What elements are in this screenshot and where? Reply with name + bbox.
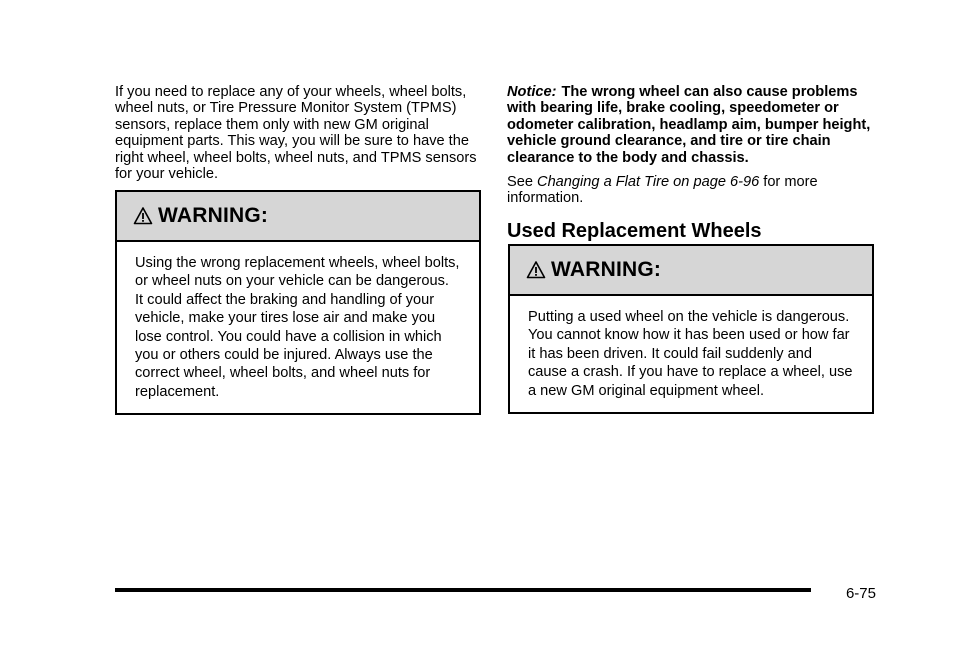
see-reference-paragraph (507, 174, 875, 207)
right-column (507, 84, 875, 243)
notice-text: The wrong wheel can also cause problems with bearing life, brake cooling, speedometer or odometer calibration, headlamp aim, bumper height, vehicle ground clearance, and tire or tire chain clearance to the body and chassis. (507, 84, 871, 166)
warning-triangle-icon (526, 260, 546, 280)
warning-title: WARNING: (551, 258, 662, 281)
notice-paragraph (507, 84, 875, 166)
warning-header (510, 246, 872, 296)
warning-body: Putting a used wheel on the vehicle is dangerous. You cannot know how it has been used or how far it has been driven. It could fail suddenly and cause a crash. If you have to replace a wheel, use a new GM original equipment wheel. (528, 309, 853, 399)
see-suffix: for more information. (507, 174, 818, 207)
notice-label: Notice: (507, 84, 557, 100)
warning-triangle-icon (133, 206, 153, 226)
warning-box-wheels (115, 190, 481, 415)
intro-paragraph: If you need to replace any of your wheels, wheel bolts, wheel nuts, or Tire Pressure Monitor System (TPMS) sensors, replace them only with new GM original equipment parts. This way, you will be sure to have the right wheel, wheel bolts, wheel nuts, and TPMS sensors for your vehicle. (115, 84, 477, 183)
page-number: 6-75 (845, 585, 876, 602)
warning-box-used-wheels (508, 244, 874, 414)
see-prefix: See (507, 174, 533, 191)
footer-rule (115, 588, 811, 592)
warning-header (117, 192, 479, 242)
cross-reference-link[interactable]: Changing a Flat Tire on page 6‑96 (537, 174, 760, 191)
section-title: Used Replacement Wheels (507, 219, 762, 242)
left-column (115, 84, 481, 182)
warning-body: Using the wrong replacement wheels, wheel bolts, or wheel nuts on your vehicle can be dangerous. It could affect the braking and handling of your vehicle, make your tires lose air and make you lose control. You could have a collision in which you or others could be injured. Always use the correct wheel, wheel bolts, and wheel nuts for replacement. (135, 255, 460, 400)
warning-title: WARNING: (158, 204, 269, 227)
